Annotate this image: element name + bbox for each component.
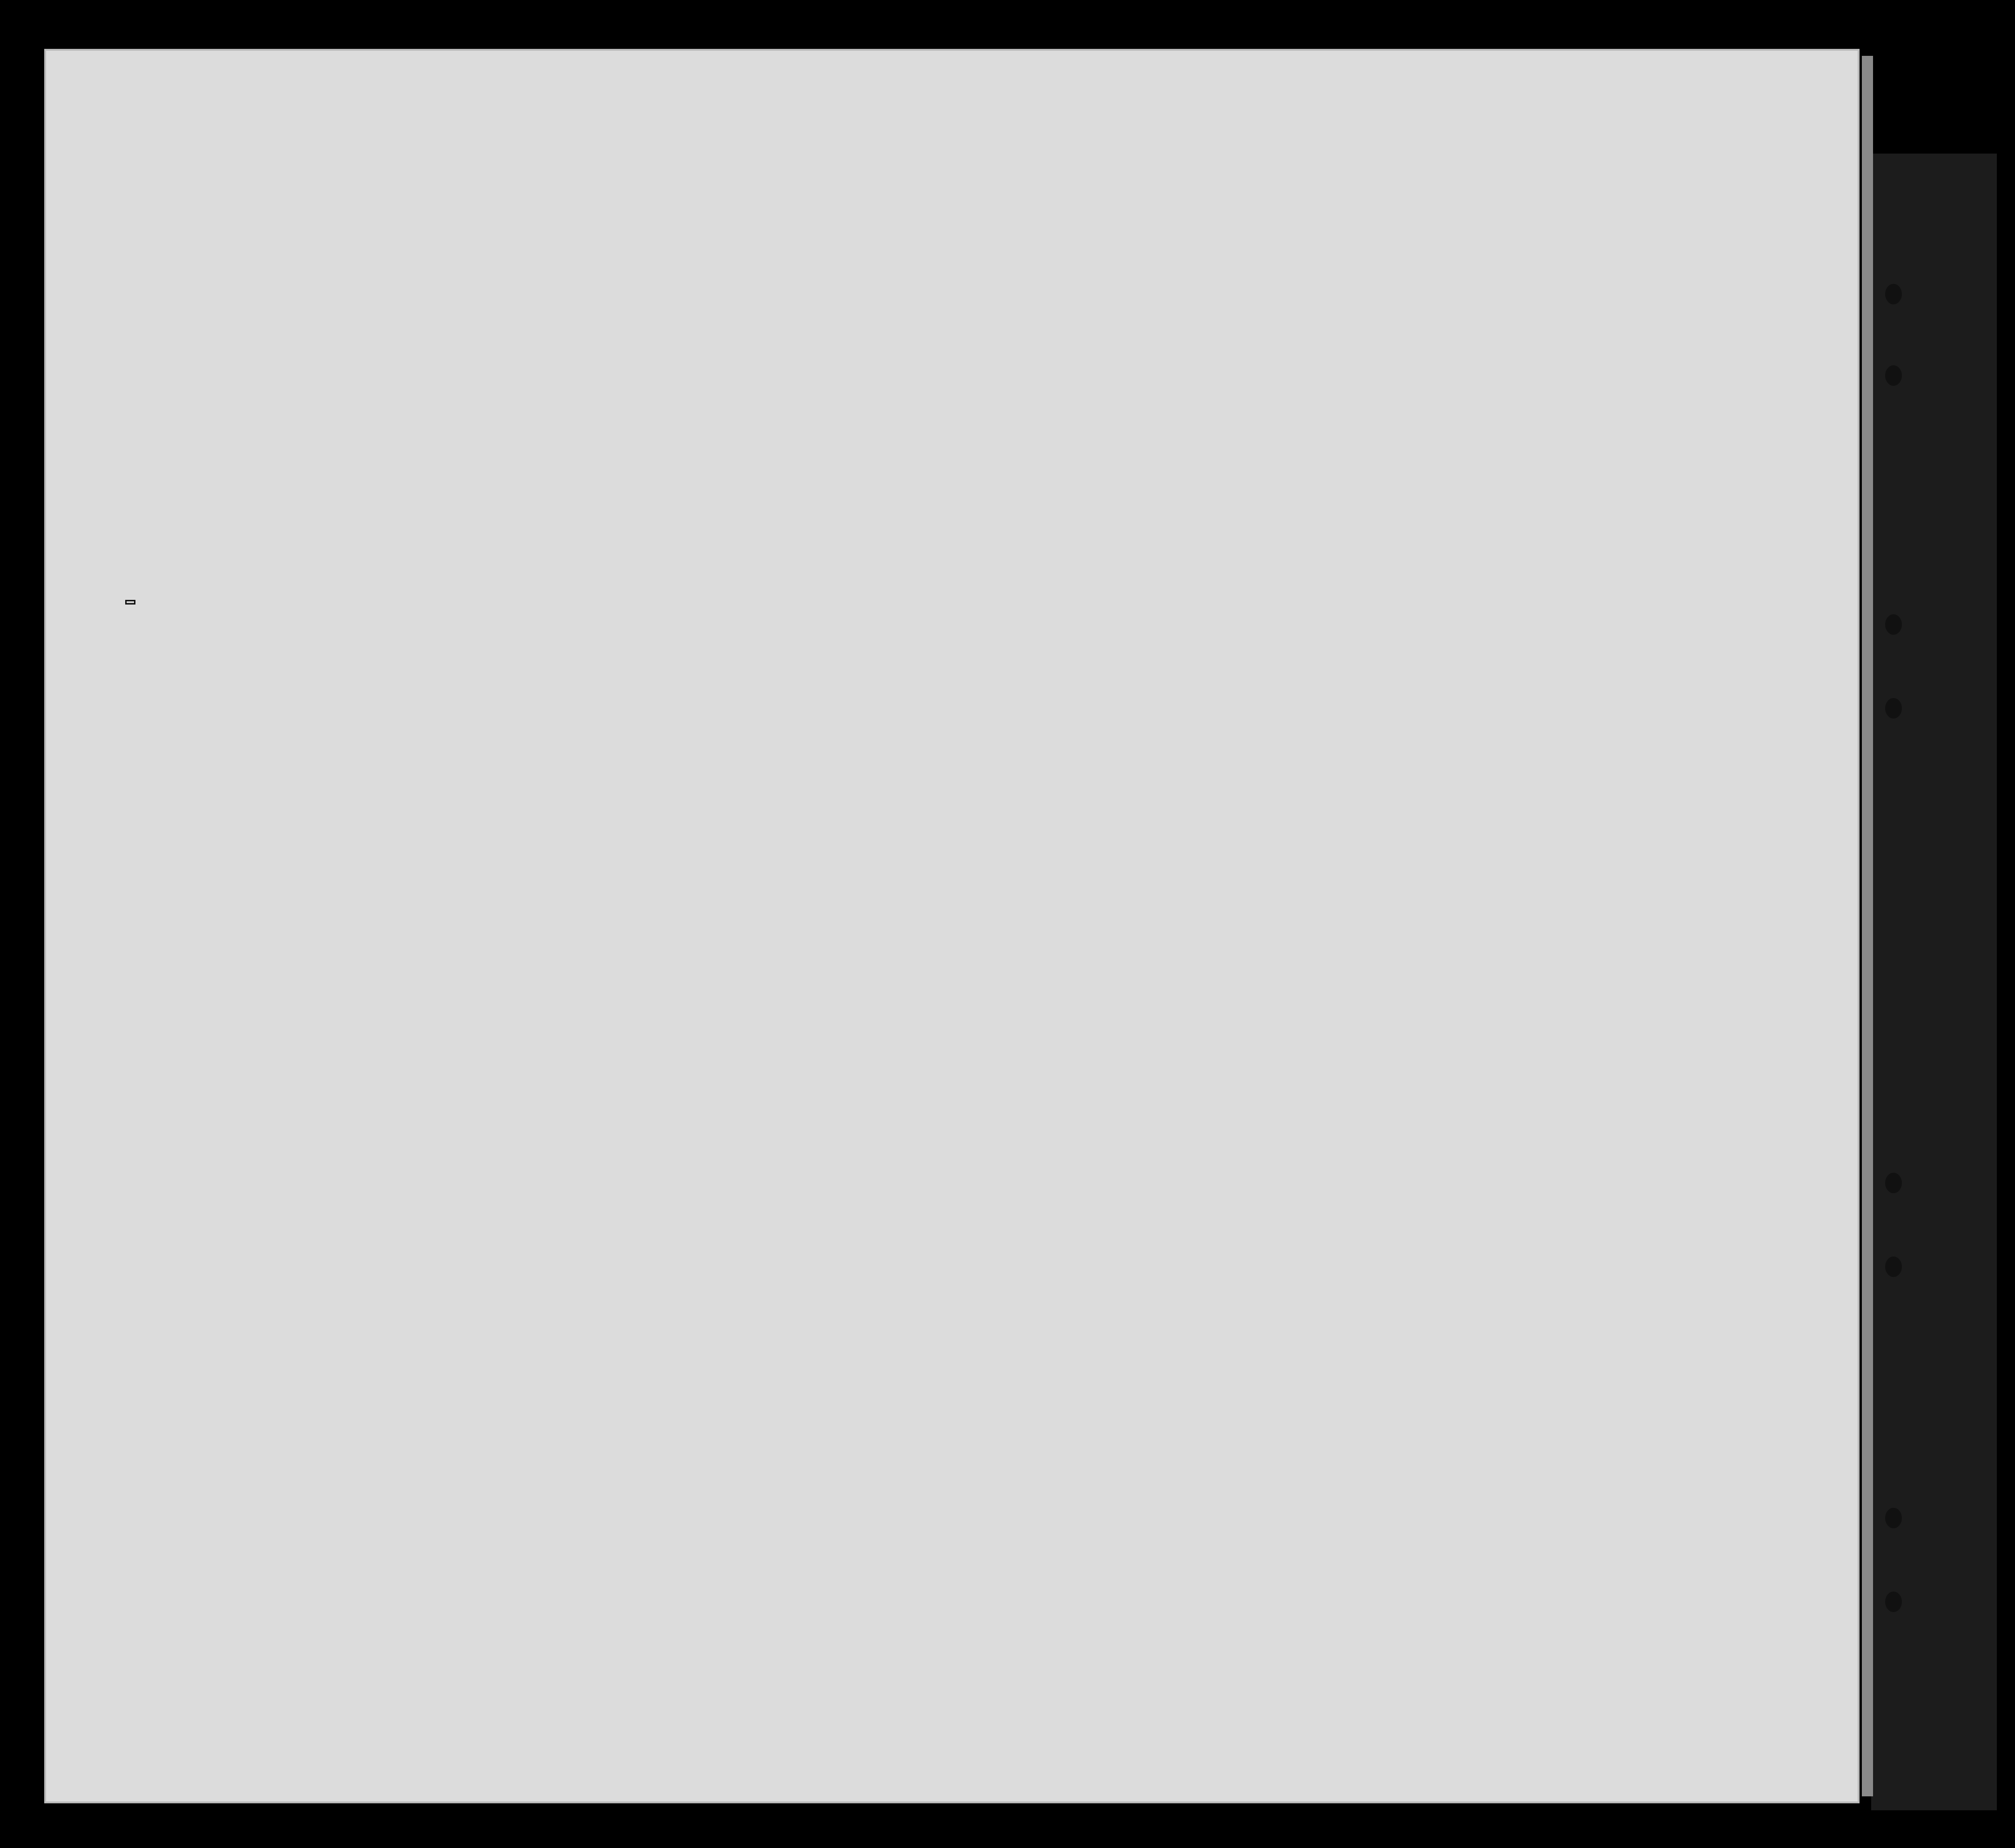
stacked-page-edges: [1862, 56, 1873, 1796]
punch-hole: [1885, 284, 1902, 304]
punch-hole: [1885, 698, 1902, 719]
manifest-sheet: [44, 49, 1860, 1803]
punch-hole: [1885, 614, 1902, 635]
punch-hole: [1885, 365, 1902, 386]
punch-hole: [1885, 1508, 1902, 1528]
punch-hole: [1885, 1592, 1902, 1612]
manifest-grid: [46, 51, 1861, 1805]
head-tax-status-stamp: [125, 600, 135, 605]
punch-hole: [1885, 1257, 1902, 1277]
punch-hole: [1885, 1173, 1902, 1193]
underlying-sheet: [1871, 154, 1997, 1810]
